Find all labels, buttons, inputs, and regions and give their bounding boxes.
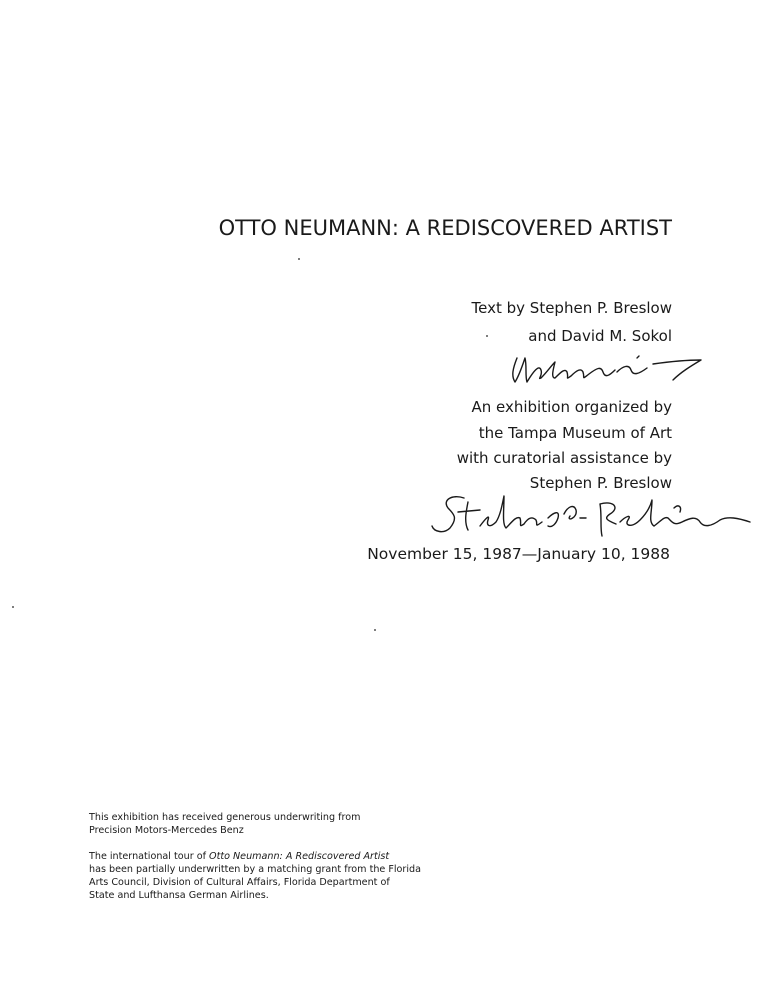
exhibition-line-1: An exhibition organized by — [471, 398, 672, 416]
page-title: OTTO NEUMANN: A REDISCOVERED ARTIST — [218, 216, 672, 240]
underwriting-line-1: This exhibition has received generous underwriting from — [89, 812, 361, 823]
scan-speck — [298, 258, 300, 260]
underwriting-note — [89, 811, 360, 837]
scan-speck — [486, 335, 488, 337]
scan-speck — [374, 629, 376, 631]
tour-line-3: Arts Council, Division of Cultural Affairs, Florida Department of — [89, 877, 390, 888]
authors-line-2: and David M. Sokol — [528, 327, 672, 345]
authors-line-1: Text by Stephen P. Breslow — [471, 299, 672, 317]
exhibition-line-2: the Tampa Museum of Art — [478, 424, 672, 442]
tour-note — [89, 850, 421, 902]
tour-line-1-prefix: The international tour of — [89, 851, 210, 862]
exhibition-line-4: Stephen P. Breslow — [529, 474, 672, 492]
sokol-signature — [505, 350, 715, 390]
breslow-signature — [428, 488, 758, 550]
tour-line-4: State and Lufthansa German Airlines. — [89, 890, 269, 901]
scan-speck — [12, 606, 14, 608]
tour-line-2: has been partially underwritten by a matching grant from the Florida — [89, 864, 421, 875]
underwriting-line-2: Precision Motors-Mercedes Benz — [89, 825, 244, 836]
exhibition-dates: November 15, 1987—January 10, 1988 — [367, 545, 670, 563]
tour-line-1 — [89, 850, 421, 863]
exhibition-title-italic: Otto Neumann: A Rediscovered Artist — [209, 851, 390, 862]
exhibition-line-3: with curatorial assistance by — [456, 449, 672, 467]
